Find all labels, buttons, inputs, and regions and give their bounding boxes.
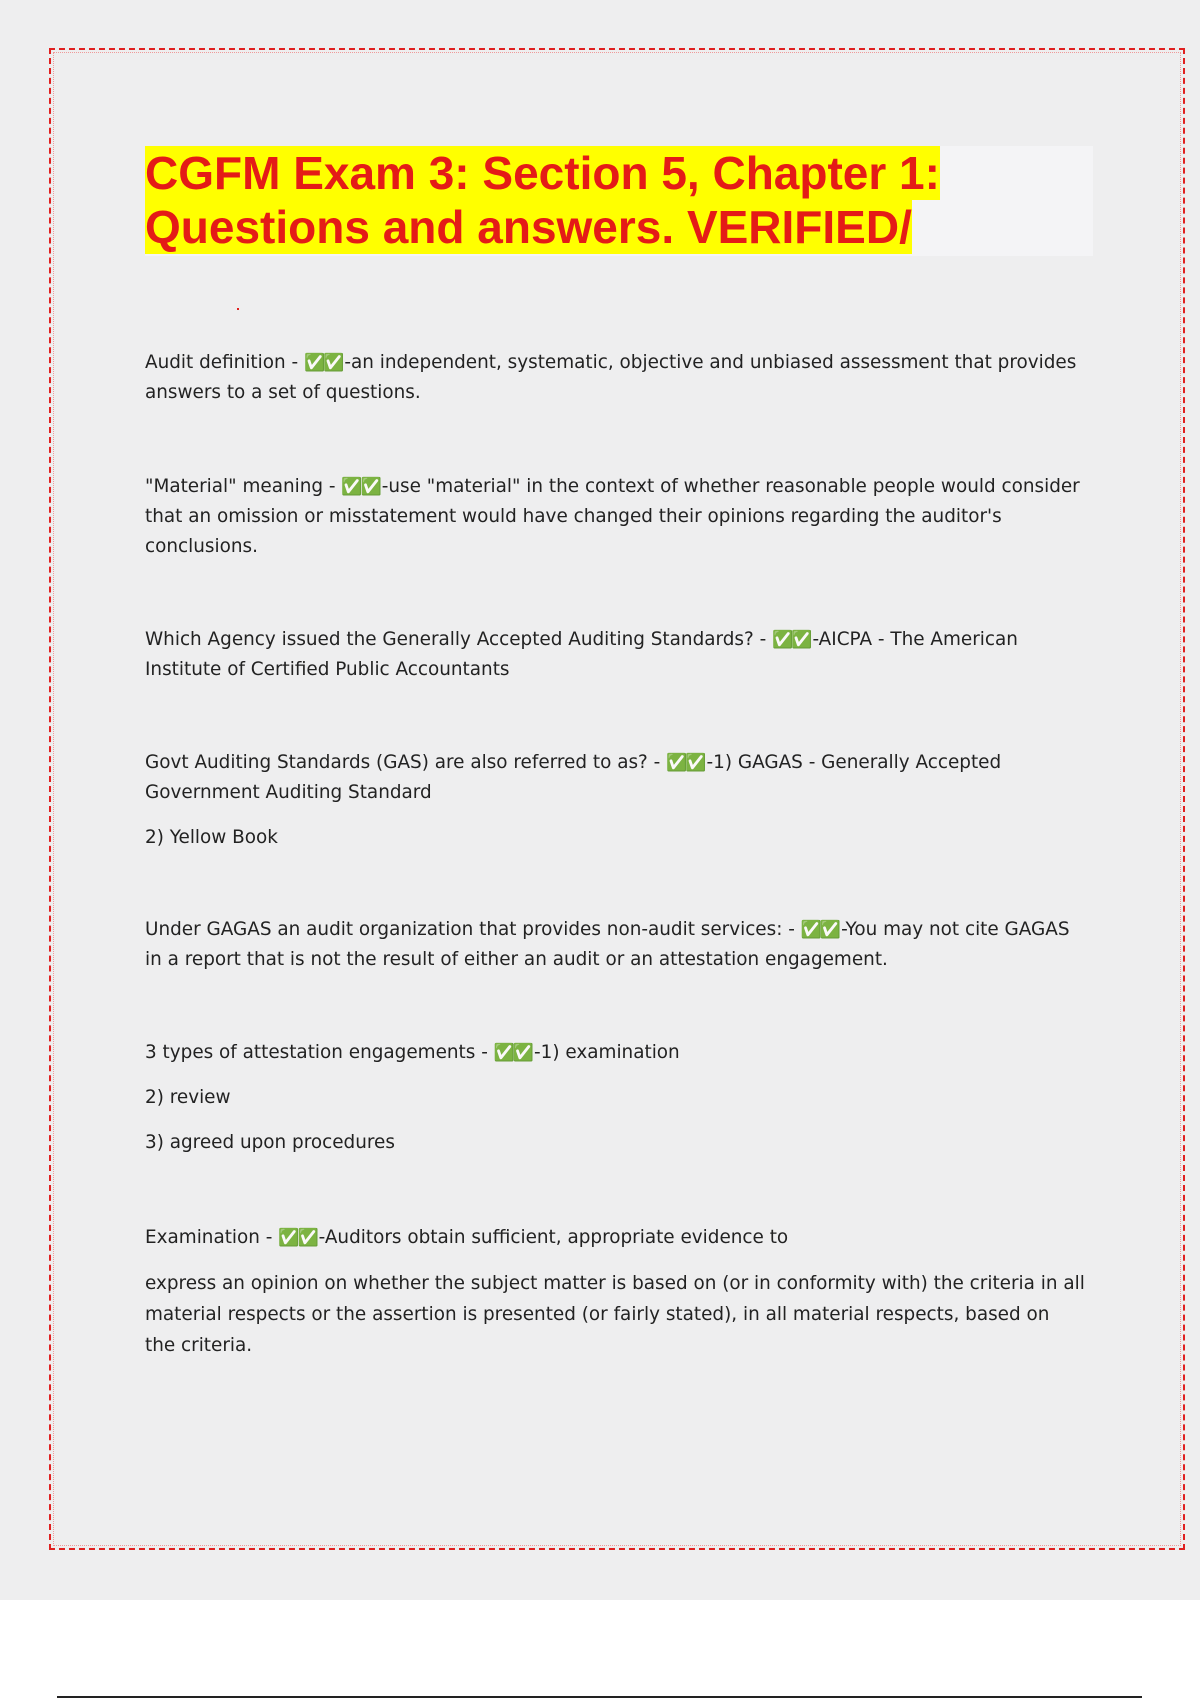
question-text: Examination - (145, 1227, 279, 1248)
title-line-2: Questions and answers. VERIFIED/ (145, 201, 912, 253)
double-check-icon: ✅✅ (800, 920, 840, 940)
question-text: 3 types of attestation engagements - (145, 1042, 494, 1063)
double-check-icon: ✅✅ (493, 1043, 533, 1063)
answer-extra-line: 3) agreed upon procedures (145, 1132, 395, 1153)
answer-extra-line: 2) review (145, 1087, 231, 1108)
double-check-icon: ✅✅ (772, 630, 811, 650)
question-text: Govt Auditing Standards (GAS) are also referred to as? - (145, 752, 667, 773)
answer-text: -You may not cite GAGAS in a report that is not the result of either an audit or an attestation engagement. (145, 919, 1070, 970)
answer-text: -1) examination (534, 1042, 680, 1063)
answer-text: -use "material" in the context of whether reasonable people would consider that an omission or misstatement would have changed their opinions regarding the auditor's conclusions. (145, 476, 1080, 557)
answer-text: -an independent, systematic, objective and unbiased assessment that provides answers to a set of questions. (145, 352, 1077, 403)
qa-item-audit-definition (145, 348, 1085, 408)
question-text: Which Agency issued the Generally Accepted Auditing Standards? - (145, 629, 773, 650)
red-dot-mark (237, 308, 239, 310)
double-check-icon: ✅✅ (341, 477, 380, 497)
double-check-icon: ✅✅ (666, 753, 705, 773)
answer-extra-line: 2) Yellow Book (145, 827, 278, 848)
answer-extra-line: express an opinion on whether the subject matter is based on (or in conformity with) the criteria in all material respects or the assertion is presented (or fairly stated), in all material respects, based on the criteria. (145, 1273, 1085, 1356)
double-check-icon: ✅✅ (303, 353, 343, 373)
qa-item-gaas-agency (145, 625, 1085, 685)
qa-item-non-audit-services (145, 915, 1085, 975)
answer-text: -Auditors obtain sufficient, appropriate evidence to (318, 1227, 789, 1248)
qa-item-material-meaning (145, 472, 1085, 562)
double-check-icon: ✅✅ (278, 1228, 317, 1248)
question-text: "Material" meaning - (145, 476, 342, 497)
question-text: Audit definition - (145, 352, 304, 373)
answer-text: -1) GAGAS - Generally Accepted Government Auditing Standard (145, 752, 1002, 803)
question-text: Under GAGAS an audit organization that provides non-audit services: - (145, 919, 801, 940)
answer-text: -AICPA - The American Institute of Certified Public Accountants (145, 629, 1018, 680)
footer-rule (57, 1696, 1142, 1698)
qa-item-attestation-types (145, 1038, 1085, 1158)
title-line-1: CGFM Exam 3: Section 5, Chapter 1: (145, 147, 940, 199)
qa-item-gas-referred (145, 748, 1085, 853)
qa-item-examination (145, 1223, 1085, 1361)
document-title (145, 146, 1093, 256)
